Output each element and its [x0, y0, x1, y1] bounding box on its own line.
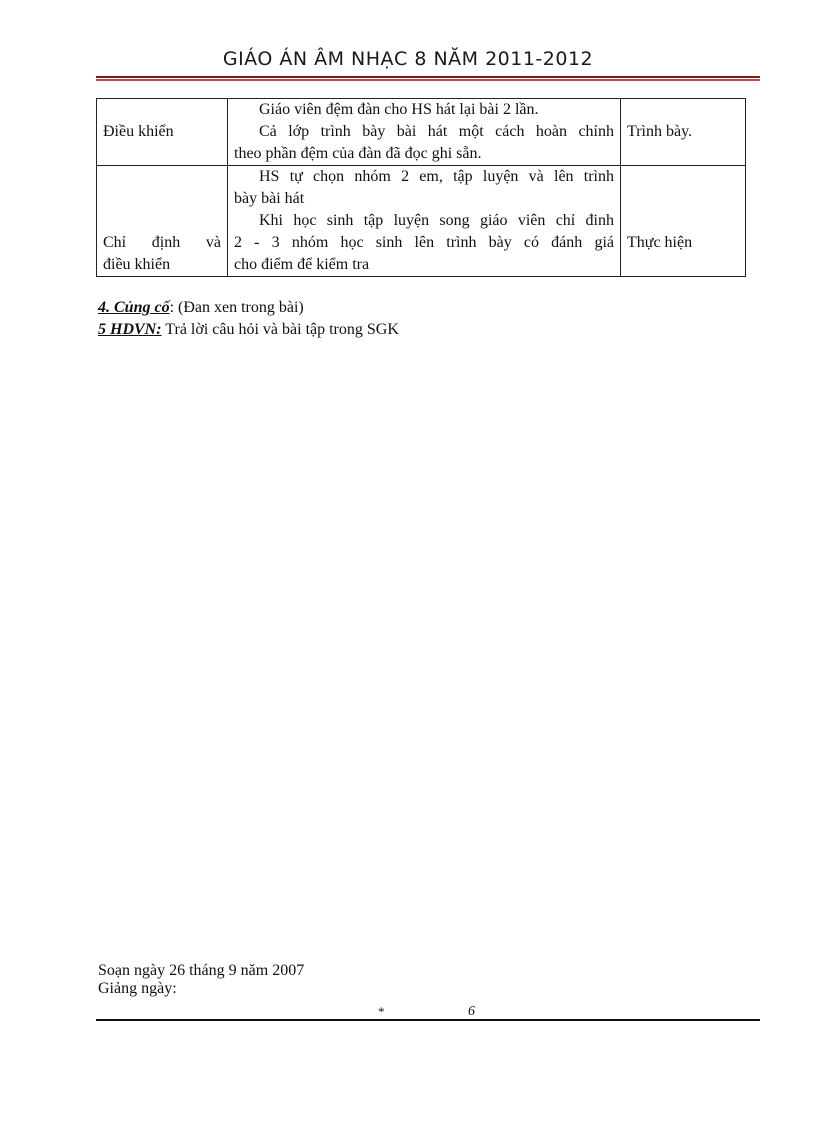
table-row: [97, 166, 746, 277]
teaching-date: Giảng ngày:: [98, 980, 177, 997]
section-label: 5 HDVN:: [98, 321, 162, 338]
footer-star: *: [378, 1004, 385, 1019]
section-label: 4. Củng cố: [98, 299, 170, 316]
activity-line: theo phần đệm của đàn đã đọc ghi sẵn.: [234, 145, 482, 162]
lesson-table: [96, 98, 746, 277]
table-row: [97, 99, 746, 166]
footer-rule: [96, 1019, 760, 1021]
section-homework: [98, 321, 399, 339]
activity-line: HS tự chọn nhóm 2 em, tập luyện và lên trình: [259, 168, 614, 185]
activity-line: Giáo viên đệm đàn cho HS hát lại bài 2 lần.: [259, 101, 539, 118]
cell-method: [97, 99, 228, 166]
cell-student-action: [621, 99, 746, 166]
activity-line: 2 - 3 nhóm học sinh lên trình bày có đánh giá: [234, 234, 614, 251]
method-text: điều khiển: [103, 256, 171, 273]
method-text: Chỉ định và: [103, 234, 221, 251]
method-text: Điều khiển: [103, 123, 174, 140]
activity-line: cho điểm để kiểm tra: [234, 256, 370, 273]
activity-line: bày bài hát: [234, 190, 305, 207]
activity-line: Khi học sinh tập luyện song giáo viên chỉ đinh: [259, 212, 614, 229]
cell-student-action: [621, 166, 746, 277]
cell-activity: [228, 166, 621, 277]
header-rule-bottom: [96, 79, 760, 81]
page-header-title: GIÁO ÁN ÂM NHẠC 8 NĂM 2011-2012: [222, 48, 594, 70]
section-consolidation: [98, 299, 304, 317]
cell-method: [97, 166, 228, 277]
prepared-date: Soạn ngày 26 tháng 9 năm 2007: [98, 962, 305, 979]
section-text: : (Đan xen trong bài): [169, 299, 304, 316]
student-action-text: Trình bày.: [627, 123, 693, 140]
cell-activity: [228, 99, 621, 166]
student-action-text: Thực hiện: [627, 234, 693, 251]
section-text: Trả lời câu hỏi và bài tập trong SGK: [161, 321, 399, 338]
page-number: 6: [468, 1004, 475, 1019]
header-rule-top: [96, 76, 760, 78]
activity-line: Cả lớp trình bày bài hát một cách hoàn chỉnh: [259, 123, 614, 140]
